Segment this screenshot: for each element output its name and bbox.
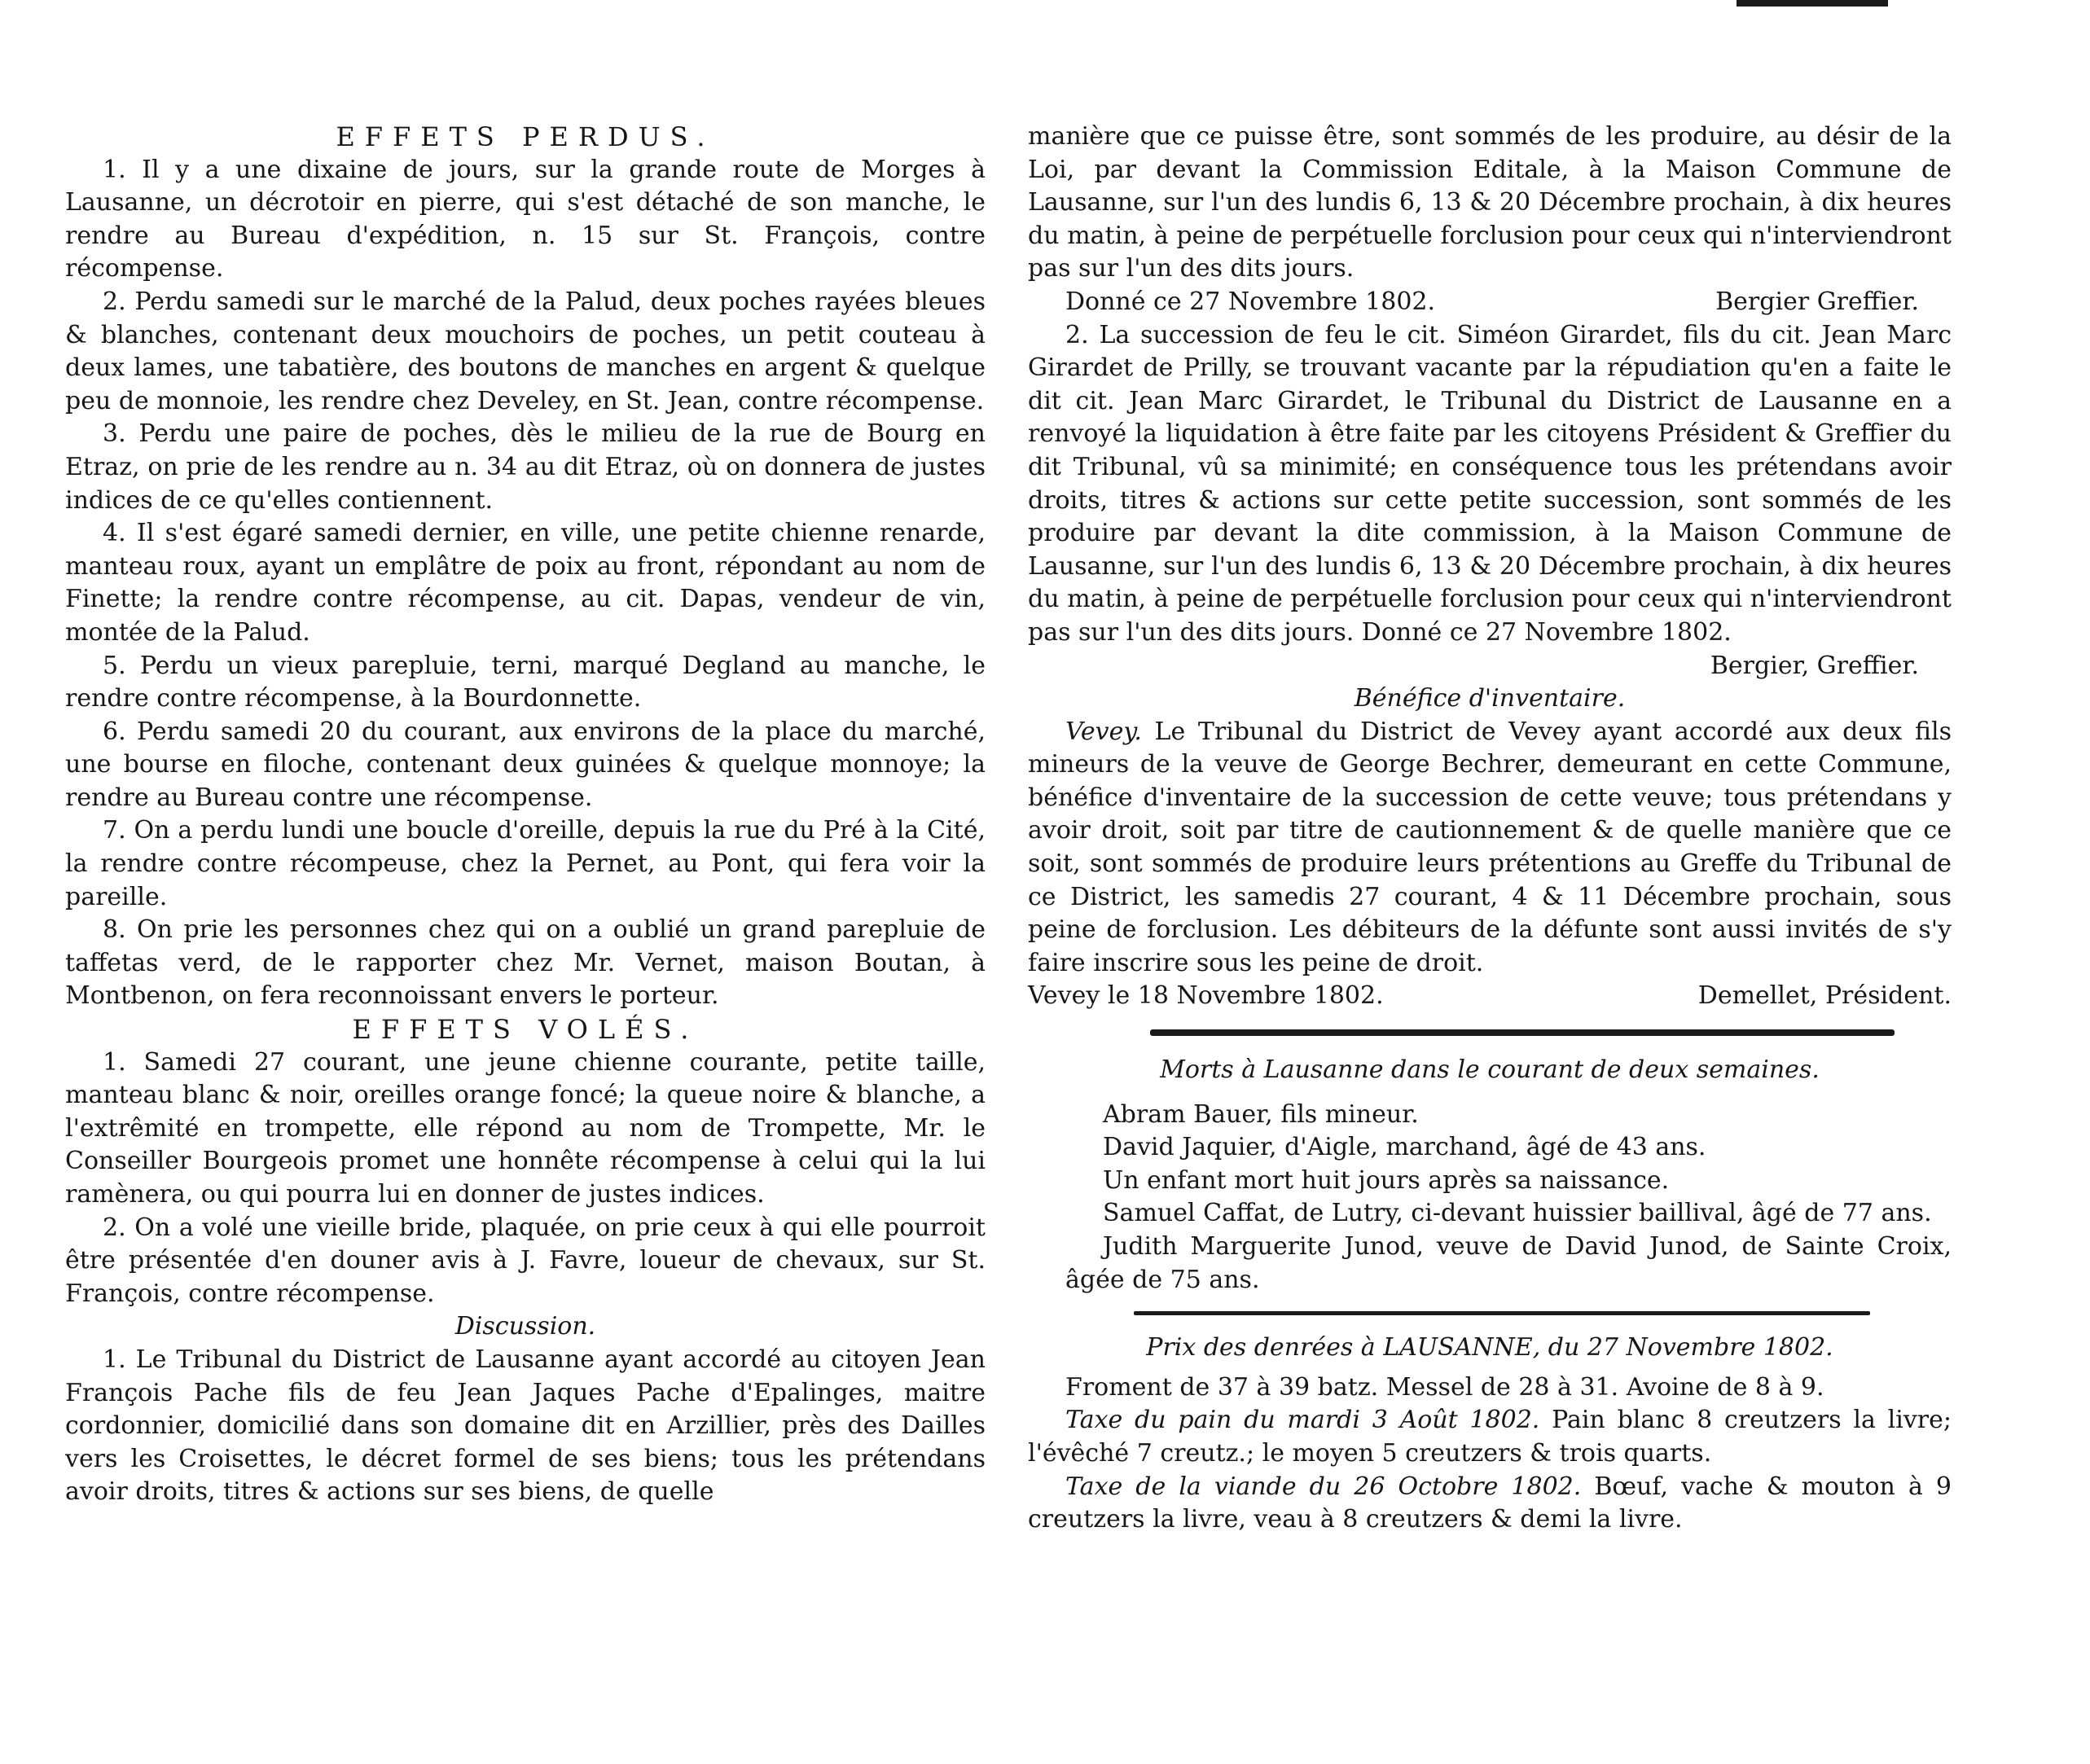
discussion-continuation: manière que ce puisse être, sont sommés de les produire, au désir de la Loi, par devant la Commission Editale, à la Maison Commune de Lausanne, sur l'un des lundis 6, 13 & 20 Décembre prochain, à dix heures du matin, à peine de perpétuelle forclusion pour ceux qui n'interviendront pas sur l'un des dits jours. [1028,122,1952,283]
benefice-heading: Bénéfice d'inventaire. [1354,684,1626,713]
effets-perdus-heading: EFFETS PERDUS. [336,121,715,152]
discussion-item: 2. La succession de feu le cit. Siméon Girardet, fils du cit. Jean Marc Girardet de Prilly, se trouvant vacante par la répudiation qu'en a faite le dit cit. Jean Marc Girardet, le Tribunal du District de Lausanne en a renvoyé la liquidation à être faite par les citoyens Président & Greffier du dit Tribunal, vû sa minimité; en conséquence tous les prétendans avoir droits, titres & actions sur cette petite succession, sont sommés de les produire par devant la dite commission, à la Maison Commune de Lausanne, sur l'un des lundis 6, 13 & 20 Décembre prochain, à dix heures du matin, à peine de perpétuelle forclusion pour ceux qui n'interviendront pas sur l'un des dits jours. Donné ce 27 Novembre 1802. [1028,320,1952,647]
viande-text: Bœuf, vache & mouton à 9 creutzers la livre, veau à 8 creutzers & demi la livre. [1028,1472,1952,1534]
lost-item: 3. Perdu une paire de poches, dès le milieu de la rue de Bourg en Etraz, on prie de les rendre au n. 34 au dit Etraz, où on donnera de justes indices de ce qu'elles contiennent. [65,419,986,515]
pain-text: Pain blanc 8 creutzers la livre; l'évêché 7 creutz.; le moyen 5 creutzers & trois quarts. [1028,1406,1952,1468]
morts-heading: Morts à Lausanne dans le courant de deux semaines. [1160,1055,1820,1085]
notice-date: Donné ce 27 Novembre 1802. [1065,287,1436,316]
notice-signature: Demellet, Président. [1697,981,1952,1011]
notice-signature: Bergier, Greffier. [1710,651,1919,680]
lost-item: 4. Il s'est égaré samedi dernier, en ville, une petite chienne renarde, manteau roux, ayant un emplâtre de poix au front, répondant au nom de Finette; la rendre contre récompense, au cit. Dapas, vendeur de vin, montée de la Palud. [65,519,986,647]
notice-date: Vevey le 18 Novembre 1802. [1028,981,1384,1011]
prix-pain [1028,1404,1952,1470]
death-entry: Abram Bauer, fils mineur. [1103,1099,1419,1129]
section-divider [1150,1029,1895,1036]
discussion-item: 1. Le Tribunal du District de Lausanne ayant accordé au citoyen Jean François Pache fils de feu Jean Jaques Pache d'Epalinges, maitre cordonnier, domicilié dans son domaine dit en Arzillier, près des Dailles vers les Croisettes, le décret formel de ses biens; tous les prétendans avoir droits, titres & actions sur ses biens, de quelle [65,1345,986,1507]
death-entry: Un enfant mort huit jours après sa naissance. [1103,1165,1670,1195]
prix-heading: Prix des denrées à LAUSANNE, du 27 Novembre 1802. [1146,1333,1833,1362]
signature-row [1028,650,1952,683]
top-rule [1737,0,1888,7]
benefice-notice [1028,716,1952,981]
lost-item: 7. On a perdu lundi une boucle d'oreille, depuis la rue du Pré à la Cité, la rendre contre récompeuse, chez la Pernet, au Pont, qui fera voir la pareille. [65,816,986,911]
stolen-item: 1. Samedi 27 courant, une jeune chienne courante, petite taille, manteau blanc & noir, oreilles orange foncé; la queue noire & blanche, a l'extrêmité en trompette, elle répond au nom de Trompette, Mr. le Conseiller Bourgeois promet une honnête récompense à celui qui la lui ramènera, ou qui pourra lui en donner de justes indices. [65,1047,986,1209]
benefice-text: Le Tribunal du District de Vevey ayant accordé aux deux fils mineurs de la veuve de George Bechrer, demeurant en cette Commune, bénéfice d'inventaire de la succession de cette veuve; tous prétendans y avoir droit, soit par titre de cautionnement & de quelle manière que ce soit, sont sommés de produire leurs prétentions au Greffe du Tribunal de ce District, les samedis 27 courant, 4 & 11 Décembre prochain, sous peine de forclusion. Les débiteurs de la défunte sont aussi invités de s'y faire inscrire sous les peine de droit. [1028,717,1952,977]
lost-item: 1. Il y a une dixaine de jours, sur la grande route de Morges à Lausanne, un décrotoir en pierre, qui s'est détaché de son manche, le rendre au Bureau d'expédition, n. 15 sur St. François, contre récompense. [65,155,986,283]
death-entry: Samuel Caffat, de Lutry, ci-devant huissier baillival, âgé de 77 ans. [1103,1199,1932,1228]
signature-row [1028,980,1952,1013]
lost-item: 2. Perdu samedi sur le marché de la Palud, deux poches rayées bleues & blanches, contenant deux mouchoirs de poches, un petit couteau à deux lames, une tabatière, des boutons de manches en argent & quelque peu de monnoie, les rendre chez Develey, en St. Jean, contre récompense. [65,287,986,415]
viande-label: Taxe de la viande du 26 Octobre 1802. [1065,1472,1582,1501]
benefice-place: Vevey. [1065,717,1142,746]
death-entry: David Jaquier, d'Aigle, marchand, âgé de 43 ans. [1103,1133,1706,1162]
lost-item: 6. Perdu samedi 20 du courant, aux environs de la place du marché, une bourse en filoche, contenant deux guinées & quelque monnoye; la rendre au Bureau contre une récompense. [65,717,986,812]
effets-voles-heading: EFFETS VOLÉS. [352,1014,699,1046]
death-entry: Judith Marguerite Junod, veuve de David Junod, de Sainte Croix, âgée de 75 ans. [1065,1232,1952,1294]
lost-item: 8. On prie les personnes chez qui on a oublié un grand parepluie de taffetas verd, de le rapporter chez Mr. Vernet, maison Boutan, à Montbenon, on fera reconnoissant envers le porteur. [65,915,986,1011]
discussion-heading: Discussion. [454,1312,596,1341]
prix-grains: Froment de 37 à 39 batz. Messel de 28 à 31. Avoine de 8 à 9. [1065,1372,1824,1402]
stolen-item: 2. On a volé une vieille bride, plaquée, on prie ceux à qui elle pourroit être présentée d'en douner avis à J. Favre, loueur de chevaux, sur St. François, contre récompense. [65,1213,986,1308]
signature-row [1028,286,1952,319]
pain-label: Taxe du pain du mardi 3 Août 1802. [1065,1406,1540,1435]
left-column [65,121,986,1509]
notice-signature: Bergier Greffier. [1715,287,1919,316]
lost-item: 5. Perdu un vieux parepluie, terni, marqué Degland au manche, le rendre contre récompense, à la Bourdonnette. [65,651,986,713]
section-divider [1134,1311,1870,1315]
prix-viande [1028,1471,1952,1537]
right-column [1028,121,1952,1537]
